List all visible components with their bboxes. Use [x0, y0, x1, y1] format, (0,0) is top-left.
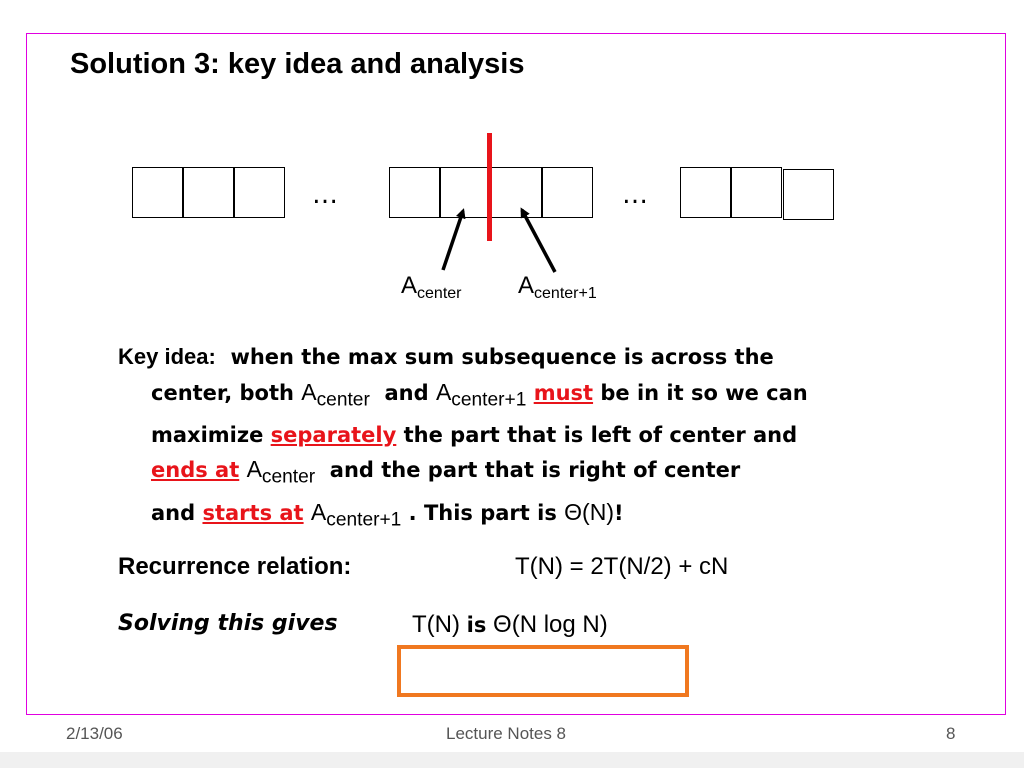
recurrence-label: Recurrence relation:	[118, 553, 352, 580]
array-cell	[389, 167, 440, 218]
emphasis-starts-at: starts at	[202, 501, 304, 526]
label-a-center: $A_{center}$	[401, 272, 462, 302]
key-idea-line-3: maximize separately the part that is left of center and	[151, 422, 798, 447]
key-idea-paragraph	[118, 340, 978, 538]
key-idea-label: Key idea:	[118, 344, 216, 369]
array-cell	[680, 167, 731, 218]
solving-label: Solving this gives	[118, 611, 338, 636]
array-cell	[731, 167, 782, 218]
array-cell	[491, 167, 542, 218]
emphasis-separately: separately	[270, 422, 397, 447]
key-idea-line-2: center, both $A_{center}$ and $A_{center+1}$ must be in it so we can	[151, 378, 808, 411]
key-idea-line-5: and starts at $A_{center+1}$ . This part is Θ(N)!	[151, 499, 624, 531]
bottom-strip	[0, 752, 1024, 768]
footer-title: Lecture Notes 8	[446, 724, 567, 743]
footer-page-number: 8	[946, 724, 956, 743]
ellipsis: …	[622, 180, 650, 210]
emphasis-ends-at: ends at	[151, 458, 240, 483]
recurrence-equation: T(N) = 2T(N/2) + cN	[515, 553, 729, 580]
footer-date: 2/13/06	[66, 724, 123, 743]
array-cell	[440, 167, 491, 218]
key-idea-line-1: Key idea: when the max sum subsequence is across the	[118, 344, 774, 369]
highlight-box	[397, 645, 689, 697]
solving-result: T(N) is Θ(N log N)	[412, 611, 608, 638]
key-idea-line-4: ends at $A_{center}$ and the part that is right of center	[151, 456, 741, 488]
center-divider-line	[487, 133, 492, 241]
array-cell	[783, 169, 834, 220]
array-cell	[183, 167, 234, 218]
ellipsis: …	[312, 180, 340, 210]
array-cell	[132, 167, 183, 218]
emphasis-must: must	[533, 380, 594, 405]
array-cell	[234, 167, 285, 218]
label-a-center-plus-1: $A_{center+1}$	[518, 272, 597, 302]
array-cell	[542, 167, 593, 218]
slide-title: Solution 3: key idea and analysis	[70, 48, 525, 80]
